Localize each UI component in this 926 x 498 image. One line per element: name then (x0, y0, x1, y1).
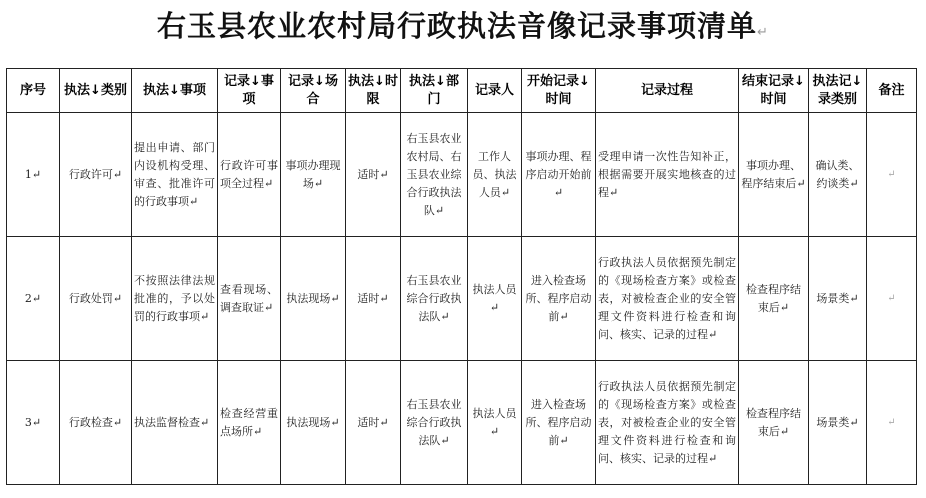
cell-category: 行政许可↵ (60, 113, 132, 237)
paragraph-mark: ↵ (757, 25, 769, 40)
cell-start: 进入检查场所、程序启动前↵ (522, 361, 596, 485)
cell-start: 事项办理、程序启动开始前↵ (522, 113, 596, 237)
document-title (0, 6, 926, 53)
cell-end: 检查程序结束后↵ (739, 237, 809, 361)
header-cell-record-matter: 记录↓事项 (218, 69, 281, 113)
header-cell-record-type: 执法记↓录类别 (809, 69, 867, 113)
header-cell-time-limit: 执法↓时限 (346, 69, 401, 113)
cell-record-type: 确认类、约谈类↵ (809, 113, 867, 237)
cell-dept: 右玉县农业综合行政执法队↵ (401, 361, 468, 485)
header-cell-category: 执法↓类别 (60, 69, 132, 113)
header-cell-dept: 执法↓部门 (401, 69, 468, 113)
cell-dept: 右玉县农业农村局、右玉县农业综合行政执法队↵ (401, 113, 468, 237)
cell-no: 3↵ (7, 361, 60, 485)
cell-note: ↵ (867, 237, 917, 361)
cell-process: 行政执法人员依据预先制定的《现场检查方案》或检查表，对被检查企业的安全管理文件资料进行检查和询问、核实、记录的过程↵ (596, 361, 739, 485)
cell-start: 进入检查场所、程序启动前↵ (522, 237, 596, 361)
cell-no: 2↵ (7, 237, 60, 361)
header-cell-note: 备注 (867, 69, 917, 113)
table-row (7, 237, 917, 361)
header-cell-matter: 执法↓事项 (132, 69, 218, 113)
cell-record-matter: 查看现场、调查取证↵ (218, 237, 281, 361)
table-row (7, 113, 917, 237)
cell-occasion: 事项办理现场↵ (281, 113, 346, 237)
header-cell-process: 记录过程 (596, 69, 739, 113)
cell-end: 检查程序结束后↵ (739, 361, 809, 485)
cell-end: 事项办理、程序结束后↵ (739, 113, 809, 237)
header-cell-no: 序号 (7, 69, 60, 113)
cell-process: 行政执法人员依据预先制定的《现场检查方案》或检查表，对被检查企业的安全管理文件资料进行检查和询问、核实、记录的过程↵ (596, 237, 739, 361)
cell-note: ↵ (867, 113, 917, 237)
header-cell-start: 开始记录↓时间 (522, 69, 596, 113)
cell-occasion: 执法现场↵ (281, 237, 346, 361)
records-table (6, 68, 917, 485)
cell-matter: 执法监督检查↵ (132, 361, 218, 485)
cell-time-limit: 适时↵ (346, 237, 401, 361)
header-row (7, 69, 917, 113)
cell-process: 受理申请一次性告知补正，根据需要开展实地核查的过程↵ (596, 113, 739, 237)
cell-occasion: 执法现场↵ (281, 361, 346, 485)
cell-record-type: 场景类↵ (809, 237, 867, 361)
header-cell-occasion: 记录↓场合 (281, 69, 346, 113)
header-cell-end: 结束记录↓时间 (739, 69, 809, 113)
cell-category: 行政处罚↵ (60, 237, 132, 361)
cell-no: 1↵ (7, 113, 60, 237)
cell-record-matter: 行政许可事项全过程↵ (218, 113, 281, 237)
cell-note: ↵ (867, 361, 917, 485)
cell-time-limit: 适时↵ (346, 361, 401, 485)
document-title-text: 右玉县农业农村局行政执法音像记录事项清单 (157, 9, 758, 43)
table-row (7, 361, 917, 485)
cell-recorder: 执法人员↵ (468, 237, 522, 361)
cell-matter: 提出申请、部门内设机构受理、审查、批准许可的行政事项↵ (132, 113, 218, 237)
cell-category: 行政检查↵ (60, 361, 132, 485)
cell-time-limit: 适时↵ (346, 113, 401, 237)
cell-recorder: 工作人员、执法人员↵ (468, 113, 522, 237)
cell-dept: 右玉县农业综合行政执法队↵ (401, 237, 468, 361)
cell-matter: 不按照法律法规批准的，予以处罚的行政事项↵ (132, 237, 218, 361)
header-cell-recorder: 记录人 (468, 69, 522, 113)
cell-recorder: 执法人员↵ (468, 361, 522, 485)
cell-record-type: 场景类↵ (809, 361, 867, 485)
cell-record-matter: 检查经营重点场所↵ (218, 361, 281, 485)
